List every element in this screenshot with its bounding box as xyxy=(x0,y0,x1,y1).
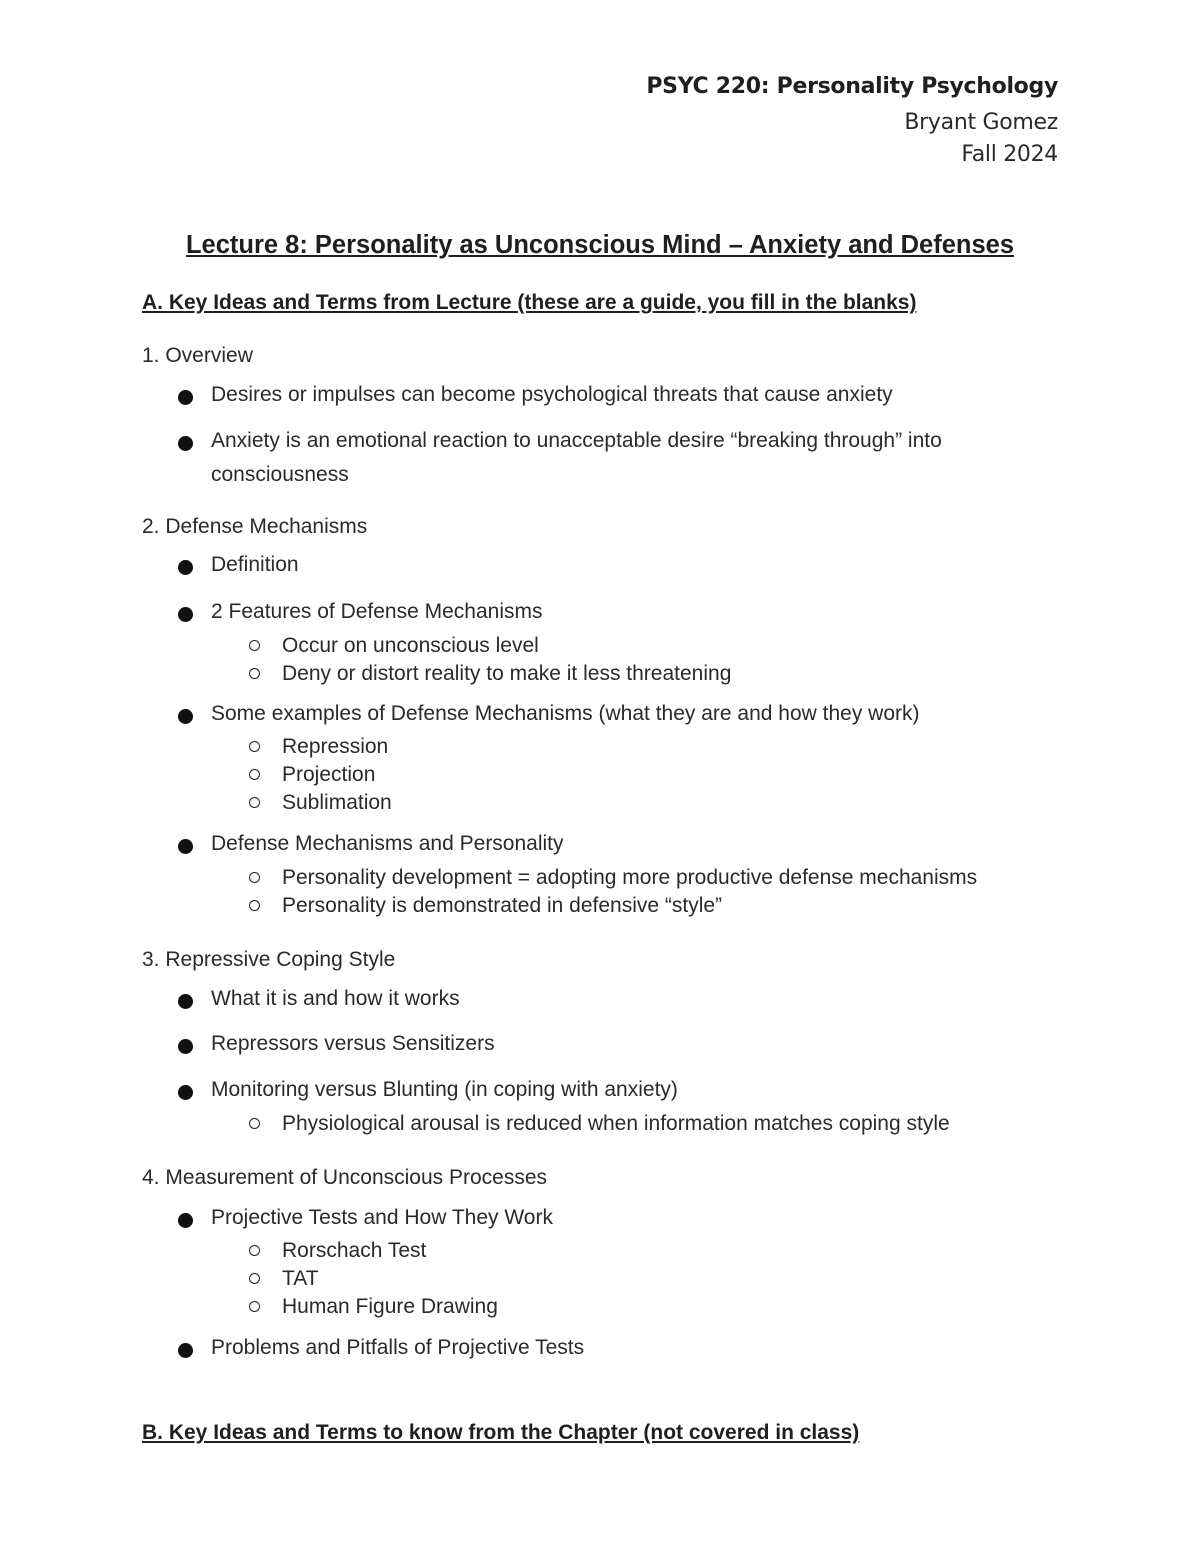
circle-bullet-icon xyxy=(249,797,260,808)
section-b-heading: B. Key Ideas and Terms to know from the Chapter (not covered in class) xyxy=(142,1421,860,1444)
list-item-text: Desires or impulses can become psychological threats that cause anxiety xyxy=(211,383,893,406)
sub-item-text: Projection xyxy=(282,763,376,786)
sub-item-text: Physiological arousal is reduced when information matches coping style xyxy=(282,1112,950,1135)
topic-overview: 1. Overview xyxy=(142,344,253,367)
list-item-text: Anxiety is an emotional reaction to unacceptable desire “breaking through” into xyxy=(211,429,942,452)
sub-item-text: TAT xyxy=(282,1267,319,1290)
bullet-icon xyxy=(178,607,193,622)
topic-measurement: 4. Measurement of Unconscious Processes xyxy=(142,1166,548,1189)
topic-repressive-coping: 3. Repressive Coping Style xyxy=(142,948,396,971)
bullet-icon xyxy=(178,1213,193,1228)
list-item-text: Defense Mechanisms and Personality xyxy=(211,832,564,855)
list-item-text: consciousness xyxy=(211,463,349,486)
circle-bullet-icon xyxy=(249,640,260,651)
circle-bullet-icon xyxy=(249,1245,260,1256)
circle-bullet-icon xyxy=(249,741,260,752)
bullet-icon xyxy=(178,390,193,405)
bullet-icon xyxy=(178,839,193,854)
sub-item-text: Repression xyxy=(282,735,389,758)
sub-item-text: Occur on unconscious level xyxy=(282,634,539,657)
term-label: Fall 2024 xyxy=(961,142,1058,167)
circle-bullet-icon xyxy=(249,1273,260,1284)
circle-bullet-icon xyxy=(249,900,260,911)
sub-item-text: Human Figure Drawing xyxy=(282,1295,498,1318)
author-name: Bryant Gomez xyxy=(904,110,1058,135)
bullet-icon xyxy=(178,436,193,451)
sub-item-text: Personality development = adopting more productive defense mechanisms xyxy=(282,866,978,889)
bullet-icon xyxy=(178,1039,193,1054)
sub-item-text: Deny or distort reality to make it less threatening xyxy=(282,662,732,685)
bullet-icon xyxy=(178,1343,193,1358)
section-a-heading: A. Key Ideas and Terms from Lecture (these are a guide, you fill in the blanks) xyxy=(142,291,917,314)
circle-bullet-icon xyxy=(249,1301,260,1312)
list-item-text: Definition xyxy=(211,553,299,576)
circle-bullet-icon xyxy=(249,1118,260,1129)
bullet-icon xyxy=(178,709,193,724)
circle-bullet-icon xyxy=(249,872,260,883)
bullet-icon xyxy=(178,1085,193,1100)
circle-bullet-icon xyxy=(249,769,260,780)
list-item-text: What it is and how it works xyxy=(211,987,460,1010)
list-item-text: Problems and Pitfalls of Projective Tests xyxy=(211,1336,585,1359)
bullet-icon xyxy=(178,560,193,575)
list-item-text: Repressors versus Sensitizers xyxy=(211,1032,495,1055)
sub-item-text: Sublimation xyxy=(282,791,392,814)
list-item-text: Some examples of Defense Mechanisms (what they are and how they work) xyxy=(211,702,920,725)
sub-item-text: Personality is demonstrated in defensive “style” xyxy=(282,894,723,917)
sub-item-text: Rorschach Test xyxy=(282,1239,427,1262)
course-title: PSYC 220: Personality Psychology xyxy=(646,74,1058,99)
circle-bullet-icon xyxy=(249,668,260,679)
bullet-icon xyxy=(178,994,193,1009)
list-item-text: Monitoring versus Blunting (in coping with anxiety) xyxy=(211,1078,678,1101)
list-item-text: 2 Features of Defense Mechanisms xyxy=(211,600,543,623)
lecture-title: Lecture 8: Personality as Unconscious Mind – Anxiety and Defenses xyxy=(185,231,1015,259)
topic-defense-mechanisms: 2. Defense Mechanisms xyxy=(142,515,368,538)
list-item-text: Projective Tests and How They Work xyxy=(211,1206,553,1229)
